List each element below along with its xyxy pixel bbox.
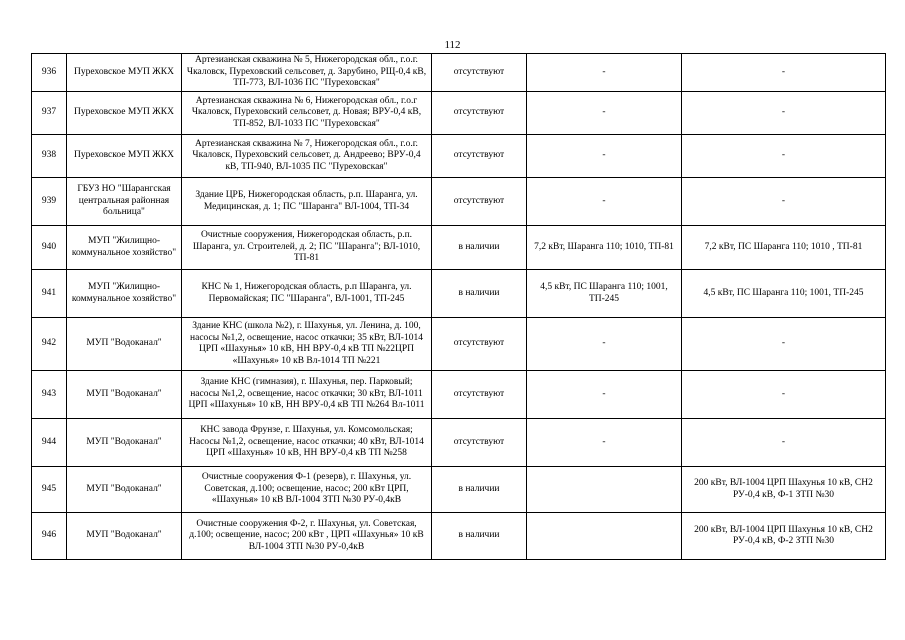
power-capacity-cell: - — [527, 419, 682, 467]
object-description-cell: КНС № 1, Нижегородская область, р.п Шаранга, ул. Первомайская; ПС "Шаранга", ВЛ-1001, ТП-245 — [182, 270, 432, 318]
organization-cell: МУП "Водоканал" — [67, 467, 182, 513]
organization-cell: МУП "Водоканал" — [67, 419, 182, 467]
availability-status-cell: в наличии — [432, 467, 527, 513]
power-capacity-cell: - — [527, 92, 682, 135]
object-description-cell: Очистные сооружения Ф-1 (резерв), г. Шахунья, ул. Советская, д.100; освещение, насос; 200 кВт ЦРП, «Шахунья» 10 кВ ВЛ-1004 ЗТП №30 РУ-0,4кВ — [182, 467, 432, 513]
organization-cell: МУП "Водоканал" — [67, 371, 182, 419]
table-row — [32, 513, 886, 560]
table-row — [32, 226, 886, 270]
object-description-cell: Очистные сооружения Ф-2, г. Шахунья, ул. Советская, д.100; освещение, насос; 200 кВт , ЦРП «Шахунья» 10 кВ ВЛ-1004 ЗТП №30 РУ-0,4кВ — [182, 513, 432, 560]
table-row — [32, 467, 886, 513]
organization-cell: ГБУЗ НО "Шарангская центральная районная больница" — [67, 178, 182, 226]
availability-status-cell: отсутствуют — [432, 318, 527, 371]
object-description-cell: Очистные сооружения, Нижегородская область, р.п. Шаранга, ул. Строителей, д. 2; ПС "Шаранга"; ВЛ-1010, ТП-81 — [182, 226, 432, 270]
data-table — [31, 53, 886, 560]
power-capacity-cell: 7,2 кВт, Шаранга 110; 1010, ТП-81 — [527, 226, 682, 270]
organization-cell: МУП "Жилищно-коммунальное хозяйство" — [67, 270, 182, 318]
power-capacity-cell — [527, 467, 682, 513]
power-capacity-cell: - — [527, 54, 682, 92]
table-row — [32, 371, 886, 419]
row-number: 940 — [32, 226, 67, 270]
row-number: 942 — [32, 318, 67, 371]
object-description-cell: Здание ЦРБ, Нижегородская область, р.п. Шаранга, ул. Медицинская, д. 1; ПС "Шаранга" ВЛ-1004, ТП-34 — [182, 178, 432, 226]
power-details-cell: - — [682, 318, 886, 371]
power-capacity-cell: - — [527, 178, 682, 226]
availability-status-cell: отсутствуют — [432, 419, 527, 467]
table-row — [32, 270, 886, 318]
availability-status-cell: отсутствуют — [432, 371, 527, 419]
power-details-cell: - — [682, 371, 886, 419]
availability-status-cell: в наличии — [432, 226, 527, 270]
page-number: 112 — [444, 39, 461, 51]
availability-status-cell: отсутствуют — [432, 178, 527, 226]
power-capacity-cell: - — [527, 135, 682, 178]
power-details-cell: 7,2 кВт, ПС Шаранга 110; 1010 , ТП-81 — [682, 226, 886, 270]
power-capacity-cell — [527, 513, 682, 560]
row-number: 937 — [32, 92, 67, 135]
table-row — [32, 419, 886, 467]
row-number: 944 — [32, 419, 67, 467]
object-description-cell: Артезианская скважина № 5, Нижегородская обл., г.о.г. Чкаловск, Пуреховский сельсовет, д. Зарубино, РЩ-0,4 кВ, ТП-773, ВЛ-1036 ПС "Пуреховская" — [182, 54, 432, 92]
power-details-cell: - — [682, 54, 886, 92]
power-details-cell: 4,5 кВт, ПС Шаранга 110; 1001, ТП-245 — [682, 270, 886, 318]
object-description-cell: Артезианская скважина № 6, Нижегородская обл., г.о.г Чкаловск, Пуреховский сельсовет, д. Новая; ВРУ-0,4 кВ, ТП-852, ВЛ-1033 ПС "Пуреховская" — [182, 92, 432, 135]
table-row — [32, 54, 886, 92]
power-capacity-cell: - — [527, 318, 682, 371]
object-description-cell: Артезианская скважина № 7, Нижегородская обл., г.о.г. Чкаловск, Пуреховский сельсовет, д. Андреево; ВРУ-0,4 кВ, ТП-940, ВЛ-1035 ПС "Пуреховская" — [182, 135, 432, 178]
organization-cell: Пуреховское МУП ЖКХ — [67, 92, 182, 135]
object-description-cell: Здание КНС (гимназия), г. Шахунья, пер. Парковый; насосы №1,2, освещение, насос откачки; 30 кВт, ВЛ-1011 ЦРП «Шахунья» 10 кВ, НН ВРУ-0,4 кВ ТП №264 Вл-1011 — [182, 371, 432, 419]
power-capacity-cell: 4,5 кВт, ПС Шаранга 110; 1001, ТП-245 — [527, 270, 682, 318]
organization-cell: МУП "Жилищно-коммунальное хозяйство" — [67, 226, 182, 270]
table-row — [32, 135, 886, 178]
organization-cell: Пуреховское МУП ЖКХ — [67, 135, 182, 178]
availability-status-cell: отсутствуют — [432, 54, 527, 92]
object-description-cell: Здание КНС (школа №2), г. Шахунья, ул. Ленина, д. 100, насосы №1,2, освещение, насос откачки; 35 кВт, ВЛ-1014 ЦРП «Шахунья» 10 кВ, НН ВРУ-0,4 кВ ТП №22ЦРП «Шахунья» 10 кВ Вл-1014 ТП №221 — [182, 318, 432, 371]
power-details-cell: - — [682, 419, 886, 467]
row-number: 943 — [32, 371, 67, 419]
row-number: 941 — [32, 270, 67, 318]
power-details-cell: - — [682, 92, 886, 135]
organization-cell: Пуреховское МУП ЖКХ — [67, 54, 182, 92]
table-row — [32, 92, 886, 135]
power-details-cell: - — [682, 135, 886, 178]
object-description-cell: КНС завода Фрунзе, г. Шахунья, ул. Комсомольская; Насосы №1,2, освещение, насос откачки; 40 кВт, ВЛ-1014 ЦРП «Шахунья» 10 кВ, НН ВРУ-0,4 кВ ТП №258 — [182, 419, 432, 467]
row-number: 938 — [32, 135, 67, 178]
availability-status-cell: отсутствуют — [432, 92, 527, 135]
power-details-cell: 200 кВт, ВЛ-1004 ЦРП Шахунья 10 кВ, СН2 РУ-0,4 кВ, Ф-2 ЗТП №30 — [682, 513, 886, 560]
availability-status-cell: отсутствуют — [432, 135, 527, 178]
table-body — [32, 54, 886, 560]
power-details-cell: 200 кВт, ВЛ-1004 ЦРП Шахунья 10 кВ, СН2 РУ-0,4 кВ, Ф-1 ЗТП №30 — [682, 467, 886, 513]
row-number: 946 — [32, 513, 67, 560]
availability-status-cell: в наличии — [432, 270, 527, 318]
row-number: 939 — [32, 178, 67, 226]
organization-cell: МУП "Водоканал" — [67, 513, 182, 560]
row-number: 936 — [32, 54, 67, 92]
organization-cell: МУП "Водоканал" — [67, 318, 182, 371]
table-row — [32, 318, 886, 371]
row-number: 945 — [32, 467, 67, 513]
power-details-cell: - — [682, 178, 886, 226]
availability-status-cell: в наличии — [432, 513, 527, 560]
power-capacity-cell: - — [527, 371, 682, 419]
table-row — [32, 178, 886, 226]
